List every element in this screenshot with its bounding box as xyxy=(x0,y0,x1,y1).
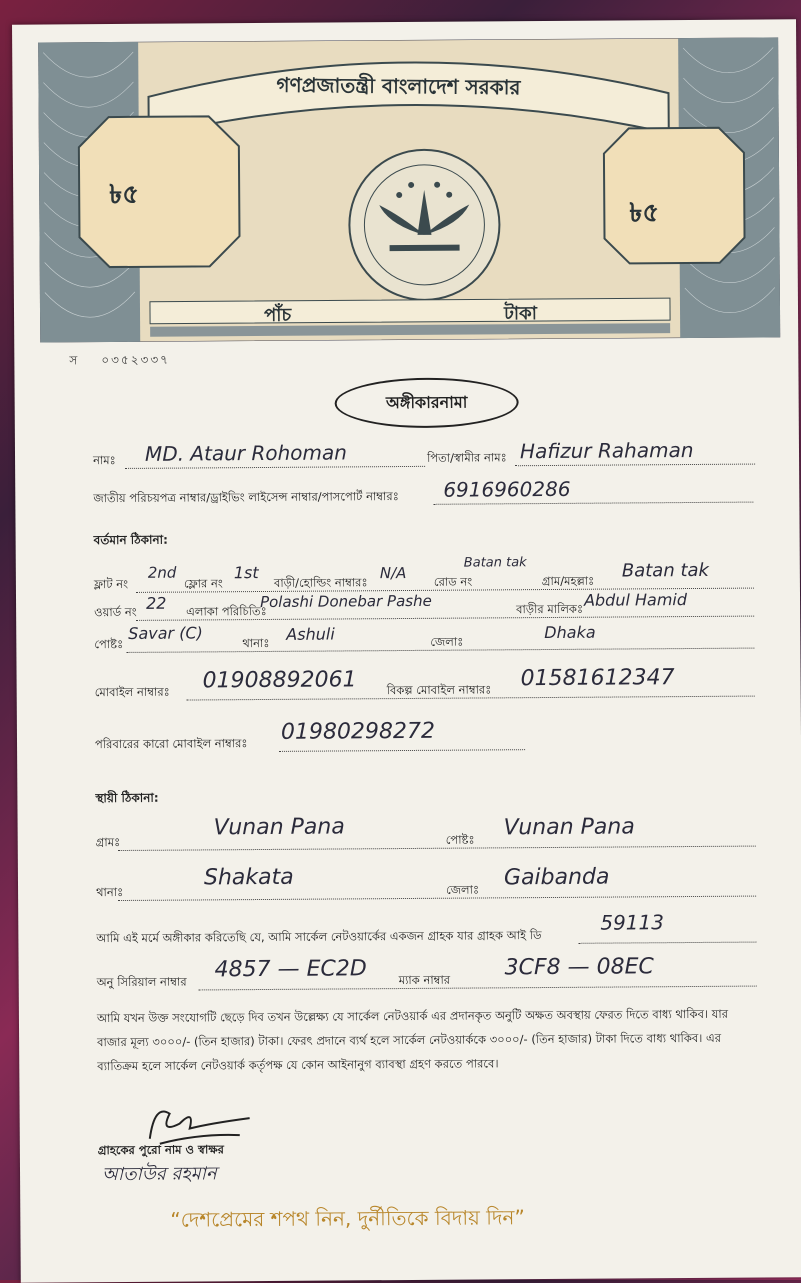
ward-value: 22 xyxy=(145,593,167,613)
ward-label: ওয়ার্ড নং xyxy=(94,604,137,620)
stamp-word-left: পাঁচ xyxy=(263,304,292,326)
document-page xyxy=(12,19,801,1282)
stamp-serial xyxy=(69,352,170,373)
onu-serial-value: 4857 — EC2D xyxy=(214,956,367,983)
present-address-heading: বর্তমান ঠিকানা: xyxy=(93,532,169,548)
mobile-value: 01908892061 xyxy=(202,667,357,694)
village-label: গ্রাম/মহল্লাঃ xyxy=(541,573,595,589)
onu-serial-label: অনু সিরিয়াল নাম্বার xyxy=(96,974,187,990)
stamp-value-left: ৳৫ xyxy=(109,179,140,211)
perm-village-value: Vunan Pana xyxy=(213,814,345,841)
stamp-header-text: গণপ্রজাতন্ত্রী বাংলাদেশ সরকার xyxy=(276,72,521,100)
customer-id-value: 59113 xyxy=(600,910,664,935)
district-label: জেলাঃ xyxy=(430,634,464,649)
permanent-address-heading: স্থায়ী ঠিকানা: xyxy=(95,790,159,806)
father-value: Hafizur Rahaman xyxy=(519,437,694,464)
slogan: “দেশপ্রেমের শপথ নিন, দুর্নীতিকে বিদায় দিন” xyxy=(170,1205,525,1232)
alt-mobile-value: 01581612347 xyxy=(520,665,675,692)
village-value: Batan tak xyxy=(621,559,710,582)
perm-district-label: জেলাঃ xyxy=(446,882,480,897)
left-value-octagon xyxy=(79,116,240,267)
floor-label: ফ্লোর নং xyxy=(183,576,223,591)
nid-value: 6916960286 xyxy=(443,476,571,502)
post-label: পোষ্টঃ xyxy=(94,636,124,652)
owner-label: বাড়ীর মালিকঃ xyxy=(516,601,584,617)
nid-label: জাতীয় পরিচয়পত্র নাম্বার/ড্রাইভিং লাইসেন্স নাম্বার/পাসপোর্ট নাম্বারঃ xyxy=(93,489,399,506)
perm-village-label: গ্রামঃ xyxy=(95,835,121,850)
house-label: বাড়ী/হোল্ডিং নাম্বারঃ xyxy=(273,575,368,590)
road-value: Batan tak xyxy=(463,555,527,571)
area-value: Polashi Donebar Pashe xyxy=(259,591,432,612)
serial-prefix: স xyxy=(69,353,80,368)
stamp-value-right: ৳৫ xyxy=(629,198,660,229)
area-label: এলাকা পরিচিতিঃ xyxy=(186,603,267,619)
perm-district-value: Gaibanda xyxy=(503,864,610,891)
mobile-label: মোবাইল নাম্বারঃ xyxy=(94,684,170,700)
signature-label: গ্রাহকের পুরো নাম ও স্বাক্ষর xyxy=(97,1142,225,1158)
mac-value: 3CF8 — 08EC xyxy=(504,954,654,981)
family-mobile-label: পরিবারের কারো মোবাইল নাম্বারঃ xyxy=(94,736,248,752)
owner-value: Abdul Hamid xyxy=(583,590,688,610)
perm-post-label: পোষ্টঃ xyxy=(445,832,475,847)
stamp-word-right: টাকা xyxy=(503,303,537,325)
post-value: Savar (C) xyxy=(128,623,203,643)
perm-thana-value: Shakata xyxy=(203,864,294,891)
flat-label: ফ্লাট নং xyxy=(93,576,129,592)
terms-paragraph: আমি যখন উক্ত সংযোগটি ছেড়ে দিব তখন উল্লেক্ষ্য যে সার্কেল নেটওয়ার্ক এর প্রদানকৃত অনুটি অক্ষত অবস্থায় ফেরত দিতে বাধ্য থাকিব। যার বাজার মূল্য ৩০০০/- (তিন হাজার) টাকা। ফেরৎ প্রদানে ব্যর্থ হলে সার্কেল নেটওয়ার্ককে ৩০০০/- (তিন হাজার) টাকা দিতে বাধ্য থাকিব। এর ব্যাতিক্রম হলে সার্কেল নেটওয়ার্ক কর্তৃপক্ষ যে কোন আইনানুগ ব্যাবস্থা গ্রহণ করতে পারবে। xyxy=(96,1006,729,1074)
signature-name: আতাউর রহমান xyxy=(101,1163,217,1186)
name-label: নামঃ xyxy=(93,453,116,468)
perm-post-value: Vunan Pana xyxy=(503,814,635,841)
father-label: পিতা/স্বামীর নামঃ xyxy=(426,450,507,465)
thana-label: থানাঃ xyxy=(242,635,270,651)
flat-value: 2nd xyxy=(147,563,177,582)
declaration-line: আমি এই মর্মে অঙ্গীকার করিতেছি যে, আমি সার্কেল নেটওয়ার্কের একজন গ্রাহক যার গ্রাহক আই ডি xyxy=(96,928,542,946)
mac-label: ম্যাক নাম্বার xyxy=(398,972,451,988)
document-title-oval xyxy=(334,377,518,428)
thana-value: Ashuli xyxy=(286,624,335,644)
road-label: রোড নং xyxy=(433,574,473,589)
name-value: MD. Ataur Rohoman xyxy=(144,440,347,466)
right-value-octagon xyxy=(604,128,745,264)
perm-thana-label: থানাঃ xyxy=(96,884,124,900)
serial-number: ০৩৫২৩৩৭ xyxy=(101,352,170,368)
district-value: Dhaka xyxy=(544,622,596,643)
document-title: অঙ্গীকারনামা xyxy=(385,392,468,412)
family-mobile-value: 01980298272 xyxy=(280,718,436,745)
floor-value: 1st xyxy=(233,563,259,583)
alt-mobile-label: বিকল্প মোবাইল নাম্বারঃ xyxy=(386,682,492,698)
house-value: N/A xyxy=(379,563,407,583)
